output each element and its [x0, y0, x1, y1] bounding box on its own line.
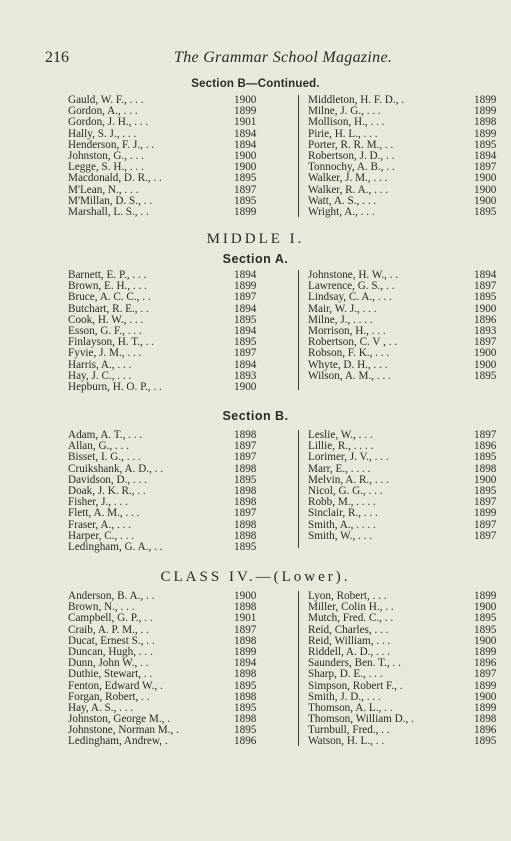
- pupil-name: Gordon, J. H., . . .: [68, 116, 149, 129]
- birth-year: 1894: [234, 358, 257, 371]
- birth-year: 1897: [474, 668, 497, 681]
- running-title: The Grammar School Magazine.: [174, 49, 393, 66]
- birth-year: 1894: [234, 138, 257, 151]
- birth-year: 1895: [474, 484, 497, 497]
- birth-year: 1898: [234, 713, 257, 726]
- list-item: [308, 207, 498, 218]
- birth-year: 1895: [474, 205, 497, 218]
- birth-year: 1897: [474, 161, 497, 174]
- pupil-name: Leslie, W., . . .: [308, 429, 373, 441]
- pupil-name: Robertson, C. V , . .: [308, 336, 398, 349]
- birth-year: 1896: [474, 440, 497, 453]
- pupil-name: Lillie, R., . . . .: [308, 440, 374, 453]
- pupil-name: Reid, William, . . .: [308, 634, 391, 647]
- pupil-name: Turnbull, Fred., . .: [308, 724, 390, 737]
- pupil-name: Adam, A. T., . . .: [68, 429, 143, 441]
- left-column: [68, 430, 282, 553]
- list-item: [308, 681, 498, 692]
- birth-year: 1898: [474, 462, 497, 475]
- right-column: [308, 270, 498, 382]
- birth-year: 1899: [474, 127, 497, 140]
- birth-year: 1898: [474, 713, 497, 726]
- list-item: [308, 508, 498, 519]
- list-item: [68, 185, 282, 196]
- column-divider: [298, 591, 299, 746]
- birth-year: 1897: [474, 280, 497, 293]
- birth-year: 1898: [234, 668, 257, 681]
- pupil-name: Thomson, A. L., . .: [308, 701, 393, 714]
- pupil-name: Cruikshank, A. D., . .: [68, 462, 164, 475]
- pupil-name: Ledingham, G. A., . .: [68, 540, 163, 553]
- birth-year: 1900: [234, 590, 257, 602]
- birth-year: 1893: [474, 324, 497, 337]
- pupil-name: Ducat, Ernest S., . .: [68, 634, 155, 647]
- list-item: [308, 117, 498, 128]
- birth-year: 1900: [234, 161, 257, 174]
- birth-year: 1899: [474, 105, 497, 118]
- birth-year: 1896: [474, 724, 497, 737]
- list-item: [68, 736, 282, 747]
- pupil-name: Bruce, A. C. C., . .: [68, 291, 151, 304]
- column-divider: [298, 270, 299, 390]
- birth-year: 1895: [234, 172, 257, 185]
- birth-year: 1894: [234, 657, 257, 670]
- list-item: [68, 173, 282, 184]
- birth-year: 1895: [234, 473, 257, 486]
- birth-year: 1898: [234, 529, 257, 542]
- birth-year: 1900: [474, 183, 497, 196]
- birth-year: 1895: [234, 336, 257, 349]
- column-divider: [298, 95, 299, 217]
- pupil-name: Mair, W. J., . . .: [308, 302, 377, 315]
- right-column: [308, 430, 498, 542]
- birth-year: 1896: [474, 657, 497, 670]
- pupil-name: Campbell, G. P., . .: [68, 612, 153, 625]
- birth-year: 1899: [234, 280, 257, 293]
- birth-year: 1900: [474, 601, 497, 614]
- pupil-name: Bisset, I. G., . . .: [68, 451, 141, 464]
- list-item: [308, 371, 498, 382]
- pupil-name: Henderson, F. J., . .: [68, 138, 155, 151]
- list-item: [68, 452, 282, 463]
- left-column: [68, 591, 282, 748]
- pupil-name: Lawrence, G. S., . .: [308, 280, 395, 293]
- list-item: [68, 508, 282, 519]
- birth-year: 1896: [474, 313, 497, 326]
- pupil-name: Porter, R. R. M., . .: [308, 138, 394, 151]
- left-column: [68, 95, 282, 218]
- birth-year: 1899: [474, 645, 497, 658]
- list-item: [68, 117, 282, 128]
- pupil-name: Smith, A., . . . .: [308, 518, 376, 531]
- pupil-name: Sinclair, R., . . .: [308, 507, 378, 520]
- birth-year: 1898: [234, 484, 257, 497]
- birth-year: 1895: [234, 701, 257, 714]
- pupil-name: Finlayson, H. T., . .: [68, 336, 154, 349]
- birth-year: 1899: [234, 105, 257, 118]
- pupil-name: Hay, J. C., . . .: [68, 369, 132, 382]
- middle-i-heading: MIDDLE I.: [206, 231, 305, 247]
- list-item: [68, 207, 282, 218]
- list-item: [68, 520, 282, 531]
- pupil-name: Nicol, G. G., . . .: [308, 484, 383, 497]
- pupil-name: Johnston, George M., .: [68, 713, 171, 726]
- pupil-name: Mollison, H., . . .: [308, 116, 385, 129]
- birth-year: 1899: [474, 507, 497, 520]
- birth-year: 1898: [234, 690, 257, 703]
- pupil-name: Thomson, William D., .: [308, 713, 414, 726]
- birth-year: 1899: [474, 94, 497, 106]
- birth-year: 1901: [234, 116, 257, 129]
- birth-year: 1894: [234, 302, 257, 315]
- section-b-continued-heading: Section B—Continued.: [191, 78, 320, 90]
- pupil-name: M'Millan, D. S., . .: [68, 194, 153, 207]
- birth-year: 1897: [234, 440, 257, 453]
- birth-year: 1895: [474, 735, 497, 748]
- pupil-name: Wright, A., . . .: [308, 205, 375, 218]
- pupil-name: Forgan, Robert, . .: [68, 690, 150, 703]
- pupil-name: Watson, H. L., . .: [308, 735, 385, 748]
- list-item: [308, 520, 498, 531]
- pupil-name: Brown, N., . . .: [68, 601, 135, 614]
- pupil-name: Milne, J. G., . . .: [308, 105, 381, 118]
- pupil-name: Robb, M., . . . .: [308, 496, 376, 509]
- list-item: [308, 669, 498, 680]
- pupil-name: Doak, J. K. R., . .: [68, 484, 146, 497]
- birth-year: 1900: [474, 194, 497, 207]
- birth-year: 1897: [234, 451, 257, 464]
- pupil-name: Gordon, A., . . .: [68, 105, 138, 118]
- page-number: 216: [45, 49, 69, 66]
- pupil-name: Lindsay, C. A., . . .: [308, 291, 392, 304]
- birth-year: 1898: [234, 634, 257, 647]
- birth-year: 1897: [234, 507, 257, 520]
- birth-year: 1899: [474, 590, 497, 602]
- birth-year: 1899: [474, 679, 497, 692]
- pupil-name: Ledingham, Andrew, .: [68, 735, 168, 748]
- birth-year: 1900: [474, 358, 497, 371]
- pupil-name: Lorimer, J. V., . . .: [308, 451, 389, 464]
- birth-year: 1900: [474, 634, 497, 647]
- birth-year: 1894: [234, 127, 257, 140]
- pupil-name: Walker, R. A., . . .: [308, 183, 389, 196]
- pupil-name: Morrison, H., . . .: [308, 324, 386, 337]
- pupil-name: Saunders, Ben. T., . .: [308, 657, 401, 670]
- pupil-name: Butchart, R. E., . .: [68, 302, 149, 315]
- pupil-name: Mutch, Fred. C., . .: [308, 612, 394, 625]
- pupil-name: Middleton, H. F. D., .: [308, 94, 405, 106]
- pupil-name: Smith, W., . . .: [308, 529, 373, 542]
- pupil-name: Reid, Charles, . . .: [308, 623, 389, 636]
- pupil-name: Robertson, J. D., . .: [308, 149, 395, 162]
- pupil-name: Harper, C., . . .: [68, 529, 135, 542]
- list-item: [308, 452, 498, 463]
- pupil-name: Marr, E., . . . .: [308, 462, 371, 475]
- pupil-name: Whyte, D. H., . . .: [308, 358, 388, 371]
- pupil-name: Milne, J., . . . .: [308, 313, 373, 326]
- birth-year: 1894: [234, 324, 257, 337]
- birth-year: 1895: [234, 724, 257, 737]
- birth-year: 1900: [234, 149, 257, 162]
- list-item: [308, 613, 498, 624]
- pupil-name: Esson, G. F., . . .: [68, 324, 142, 337]
- section-a-heading: Section A.: [222, 252, 289, 266]
- birth-year: 1898: [474, 116, 497, 129]
- birth-year: 1895: [234, 679, 257, 692]
- pupil-name: Duncan, Hugh, . . .: [68, 645, 153, 658]
- pupil-name: Allan, G., . . .: [68, 440, 129, 453]
- list-item: [308, 531, 498, 542]
- pupil-name: Pirie, H. L., . . .: [308, 127, 378, 140]
- birth-year: 1893: [234, 369, 257, 382]
- birth-year: 1900: [474, 172, 497, 185]
- pupil-name: Simpson, Robert F., .: [308, 679, 403, 692]
- pupil-name: Legge, S. H., . . .: [68, 161, 144, 174]
- birth-year: 1899: [474, 701, 497, 714]
- pupil-name: Marshall, L. S., . .: [68, 205, 149, 218]
- birth-year: 1898: [234, 496, 257, 509]
- pupil-name: Walker, J. M., . . .: [308, 172, 388, 185]
- class-iv-lower-heading: CLASS IV.—(Lower).: [160, 569, 351, 585]
- birth-year: 1899: [234, 205, 257, 218]
- pupil-name: Tonnochy, A. B., . .: [308, 161, 395, 174]
- pupil-name: Fraser, A., . . .: [68, 518, 131, 531]
- list-item: [308, 185, 498, 196]
- list-item: [68, 292, 282, 303]
- pupil-name: Smith, J. D., . . .: [308, 690, 381, 703]
- pupil-name: Wilson, A. M., . . .: [308, 369, 391, 382]
- birth-year: 1894: [474, 149, 497, 162]
- birth-year: 1900: [474, 302, 497, 315]
- pupil-name: Macdonald, D. R., . .: [68, 172, 162, 185]
- list-item: [308, 360, 498, 371]
- birth-year: 1894: [474, 269, 497, 281]
- pupil-name: Riddell, A. D., . . .: [308, 645, 391, 658]
- pupil-name: Watt, A. S., . . .: [308, 194, 377, 207]
- list-item: [308, 173, 498, 184]
- pupil-name: Robson, F. K., . . .: [308, 347, 390, 360]
- birth-year: 1895: [474, 623, 497, 636]
- pupil-name: Dunn, John W., . .: [68, 657, 149, 670]
- birth-year: 1897: [474, 529, 497, 542]
- pupil-name: Harris, A., . . .: [68, 358, 132, 371]
- pupil-name: Miller, Colin H., . .: [308, 601, 394, 614]
- pupil-name: Melvin, A. R., . . .: [308, 473, 389, 486]
- pupil-name: Gauld, W. F., . . .: [68, 94, 144, 106]
- birth-year: 1897: [234, 291, 257, 304]
- list-item: [308, 292, 498, 303]
- page-header: [0, 49, 511, 69]
- pupil-name: Hally, S. J., . . .: [68, 127, 137, 140]
- birth-year: 1897: [234, 183, 257, 196]
- pupil-name: Barnett, E. P., . . .: [68, 269, 147, 281]
- birth-year: 1896: [234, 735, 257, 748]
- pupil-name: Davidson, D., . . .: [68, 473, 147, 486]
- birth-year: 1894: [234, 269, 257, 281]
- pupil-name: Brown, E. H., . . .: [68, 280, 147, 293]
- birth-year: 1898: [234, 462, 257, 475]
- right-column: [308, 95, 498, 218]
- pupil-name: Johnston, G., . . .: [68, 149, 144, 162]
- birth-year: 1897: [474, 336, 497, 349]
- list-item: [68, 348, 282, 359]
- birth-year: 1897: [474, 518, 497, 531]
- list-item: [68, 681, 282, 692]
- birth-year: 1897: [474, 429, 497, 441]
- birth-year: 1898: [234, 601, 257, 614]
- pupil-name: Anderson, B. A., . .: [68, 590, 155, 602]
- list-item: [308, 348, 498, 359]
- birth-year: 1898: [234, 518, 257, 531]
- pupil-name: Sharp, D. E., . . .: [308, 668, 383, 681]
- birth-year: 1900: [474, 347, 497, 360]
- pupil-name: Cook, H. W., . . .: [68, 313, 144, 326]
- list-item: [68, 613, 282, 624]
- birth-year: 1895: [234, 194, 257, 207]
- birth-year: 1897: [234, 623, 257, 636]
- right-column: [308, 591, 498, 748]
- pupil-name: Craib, A. P. M., . .: [68, 623, 149, 636]
- section-b-heading: Section B.: [222, 409, 289, 423]
- birth-year: 1895: [474, 451, 497, 464]
- birth-year: 1895: [474, 138, 497, 151]
- birth-year: 1899: [234, 645, 257, 658]
- birth-year: 1895: [474, 291, 497, 304]
- list-item: [308, 736, 498, 747]
- pupil-name: Fisher, J., . . .: [68, 496, 128, 509]
- birth-year: 1895: [234, 540, 257, 553]
- birth-year: 1898: [234, 429, 257, 441]
- pupil-name: Fyvie, J. M., . . .: [68, 347, 142, 360]
- left-column: [68, 270, 282, 393]
- birth-year: 1897: [474, 496, 497, 509]
- pupil-name: Duthie, Stewart, . .: [68, 668, 153, 681]
- birth-year: 1900: [474, 473, 497, 486]
- list-item: [68, 542, 282, 553]
- birth-year: 1895: [474, 612, 497, 625]
- birth-year: 1900: [234, 94, 257, 106]
- birth-year: 1900: [474, 690, 497, 703]
- pupil-name: Johnstone, Norman M., .: [68, 724, 179, 737]
- birth-year: 1895: [234, 313, 257, 326]
- pupil-name: Johnstone, H. W., . .: [308, 269, 399, 281]
- pupil-name: M'Lean, N., . . .: [68, 183, 139, 196]
- list-item: [68, 360, 282, 371]
- list-item: [68, 382, 282, 393]
- pupil-name: Fenton, Edward W., .: [68, 679, 163, 692]
- pupil-name: Lyon, Robert, . . .: [308, 590, 387, 602]
- pupil-name: Hay, A. S., . . .: [68, 701, 134, 714]
- list-item: [68, 669, 282, 680]
- pupil-name: Flett, A. M., . . .: [68, 507, 140, 520]
- column-divider: [298, 430, 299, 548]
- birth-year: 1901: [234, 612, 257, 625]
- birth-year: 1895: [474, 369, 497, 382]
- birth-year: 1900: [234, 380, 257, 393]
- birth-year: 1897: [234, 347, 257, 360]
- pupil-name: Hepburn, H. O. P., . .: [68, 380, 162, 393]
